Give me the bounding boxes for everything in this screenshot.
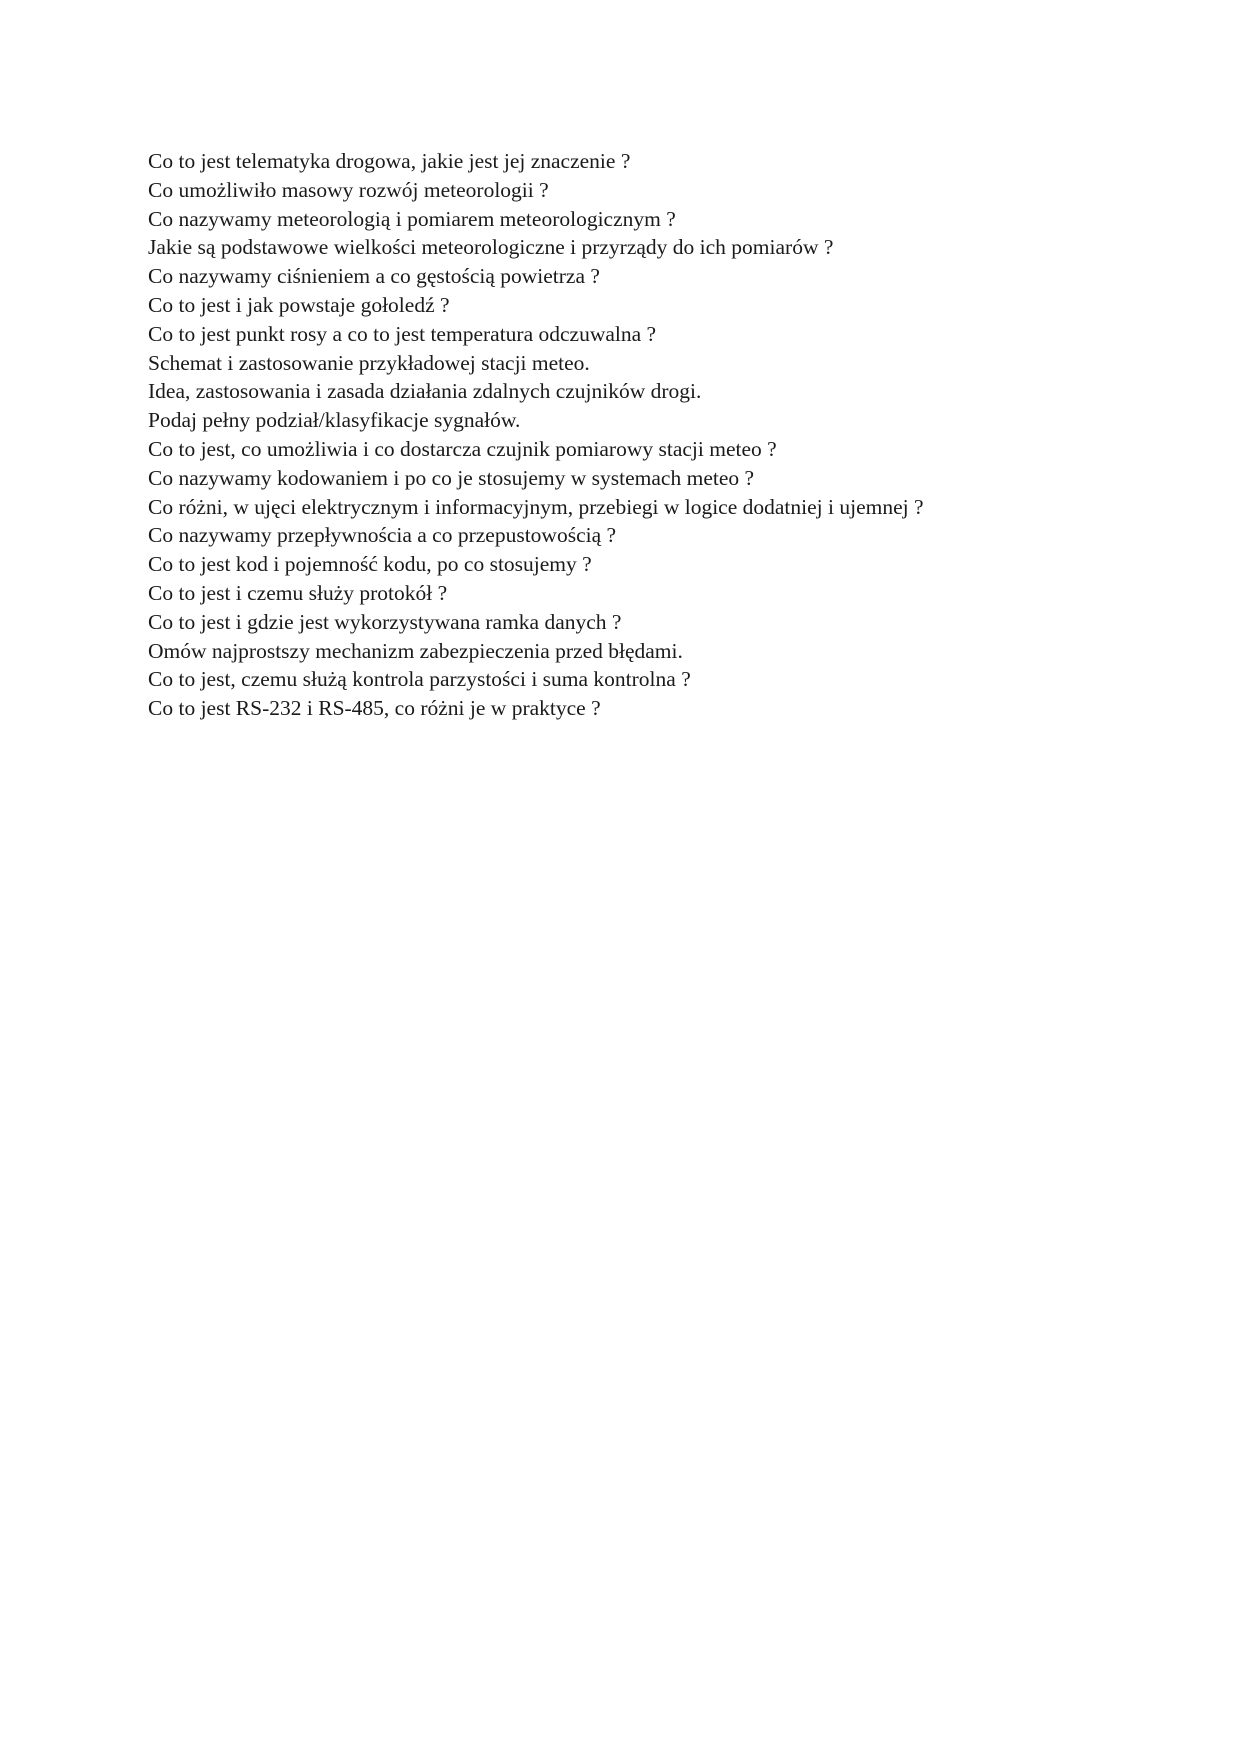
- question-item: Co różni, w ujęci elektrycznym i informacyjnym, przebiegi w logice dodatniej i ujemnej ?: [148, 494, 924, 519]
- question-item: Idea, zastosowania i zasada działania zdalnych czujników drogi.: [148, 379, 702, 404]
- question-list: [148, 147, 1148, 723]
- question-item: Omów najprostszy mechanizm zabezpieczenia przed błędami.: [148, 638, 683, 663]
- question-item: Co to jest RS-232 i RS-485, co różni je w praktyce ?: [148, 696, 601, 721]
- question-item: Co nazywamy kodowaniem i po co je stosujemy w systemach meteo ?: [148, 465, 755, 490]
- question-item: Co to jest, czemu służą kontrola parzystości i suma kontrolna ?: [148, 667, 691, 692]
- question-item: Podaj pełny podział/klasyfikacje sygnałów.: [148, 408, 521, 433]
- question-item: Co to jest kod i pojemność kodu, po co stosujemy ?: [148, 552, 592, 577]
- question-item: Schemat i zastosowanie przykładowej stacji meteo.: [148, 350, 590, 375]
- question-item: Co to jest i jak powstaje gołoledź ?: [148, 292, 450, 317]
- question-item: Co nazywamy meteorologią i pomiarem meteorologicznym ?: [148, 206, 676, 231]
- question-item: Co to jest punkt rosy a co to jest temperatura odczuwalna ?: [148, 321, 657, 346]
- question-item: Co nazywamy ciśnieniem a co gęstością powietrza ?: [148, 264, 600, 289]
- question-item: Co to jest i gdzie jest wykorzystywana ramka danych ?: [148, 609, 622, 634]
- question-item: Co to jest i czemu służy protokół ?: [148, 580, 448, 605]
- question-item: Co to jest, co umożliwia i co dostarcza czujnik pomiarowy stacji meteo ?: [148, 436, 777, 461]
- question-item: Co nazywamy przepływnościa a co przepustowością ?: [148, 523, 617, 548]
- question-item: Co to jest telematyka drogowa, jakie jest jej znaczenie ?: [148, 149, 631, 173]
- question-item: Co umożliwiło masowy rozwój meteorologii ?: [148, 177, 549, 202]
- question-item: Jakie są podstawowe wielkości meteorologiczne i przyrządy do ich pomiarów ?: [148, 235, 834, 260]
